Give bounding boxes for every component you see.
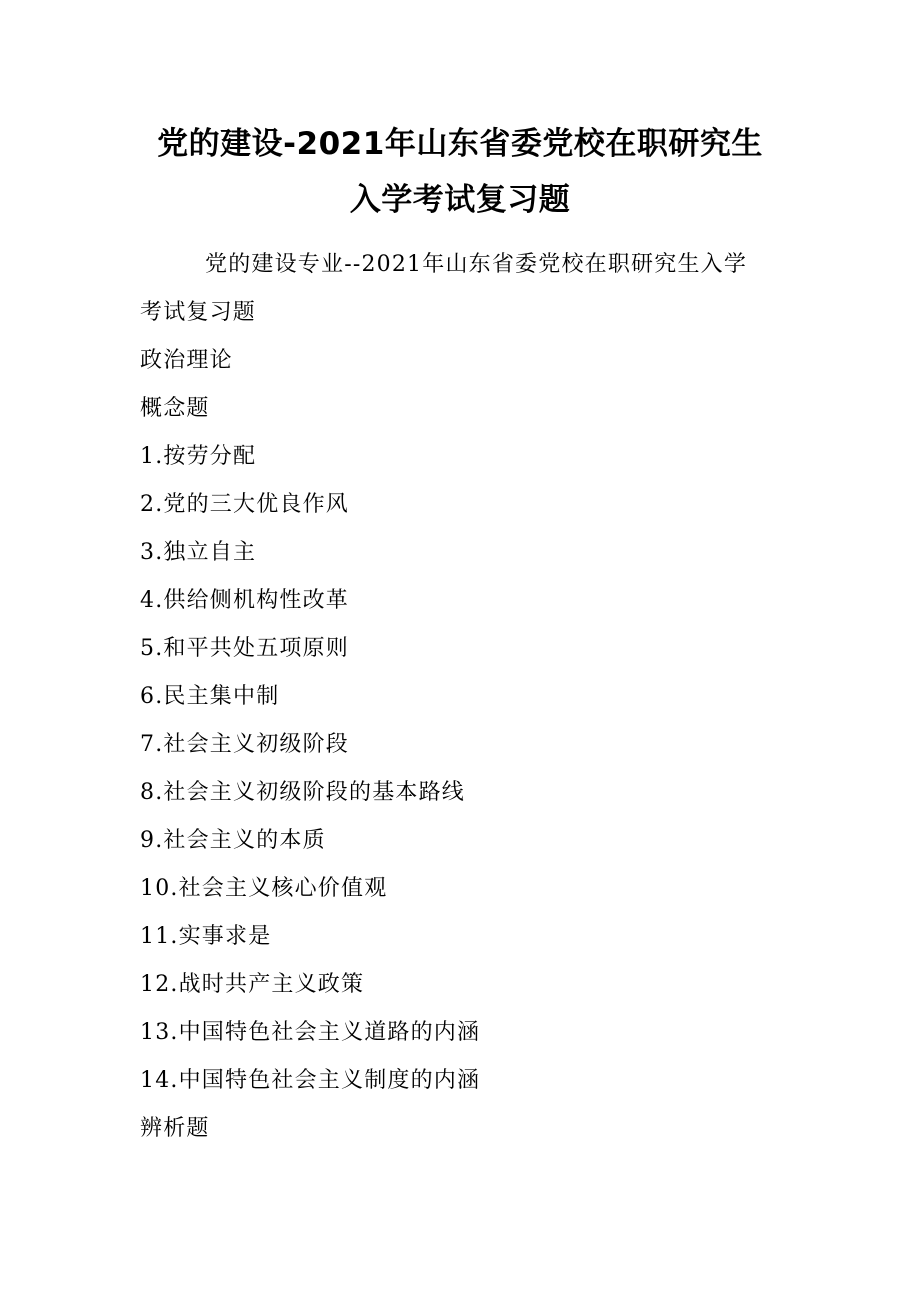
list-item: 5.和平共处五项原则 (140, 636, 349, 661)
list-item: 8.社会主义初级阶段的基本路线 (140, 780, 465, 805)
list-item: 14.中国特色社会主义制度的内涵 (140, 1068, 481, 1093)
list-item: 3.独立自主 (140, 540, 257, 565)
content-list (140, 346, 480, 1162)
list-item: 2.党的三大优良作风 (140, 492, 349, 517)
list-item: 13.中国特色社会主义道路的内涵 (140, 1020, 481, 1045)
intro-paragraph-line-2: 考试复习题 (140, 300, 257, 325)
section-heading-political-theory: 政治理论 (140, 348, 233, 373)
list-item: 1.按劳分配 (140, 444, 257, 469)
list-item: 4.供给侧机构性改革 (140, 588, 349, 613)
section-heading-concept-questions: 概念题 (140, 396, 210, 421)
document-title-line-2: 入学考试复习题 (349, 182, 571, 218)
section-heading-analysis-questions: 辨析题 (140, 1116, 210, 1141)
document-title-line-1: 党的建设-2021年山东省委党校在职研究生 (157, 126, 763, 162)
list-item: 7.社会主义初级阶段 (140, 732, 349, 757)
intro-paragraph-line-1: 党的建设专业--2021年山东省委党校在职研究生入学 (205, 252, 748, 277)
list-item: 11.实事求是 (140, 924, 272, 949)
list-item: 10.社会主义核心价值观 (140, 876, 388, 901)
list-item: 12.战时共产主义政策 (140, 972, 365, 997)
list-item: 6.民主集中制 (140, 684, 280, 709)
list-item: 9.社会主义的本质 (140, 828, 326, 853)
